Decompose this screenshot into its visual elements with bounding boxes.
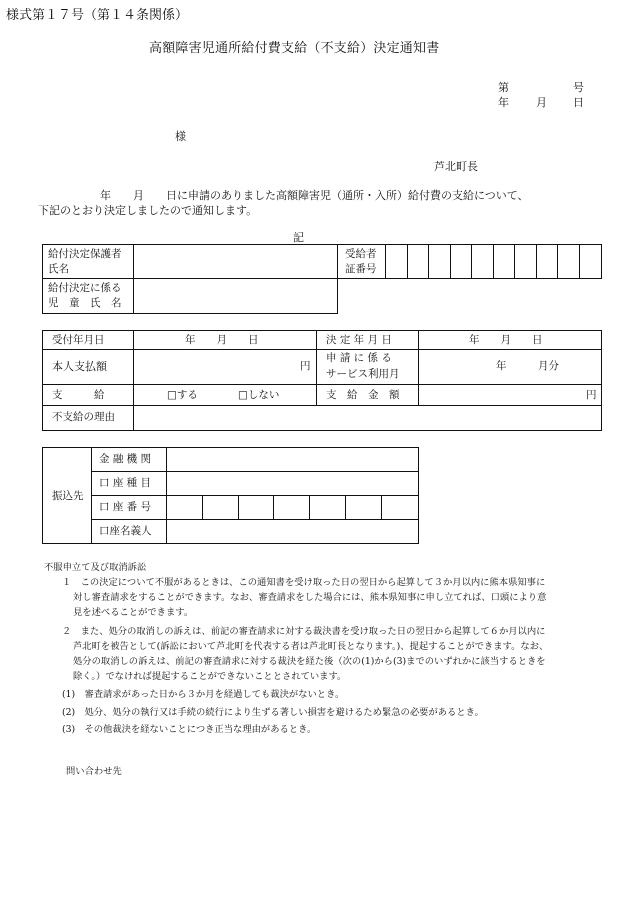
receipt-date-label: 受付年月日 xyxy=(52,334,105,346)
non-payment-reason-label: 不支給の理由 xyxy=(52,411,115,423)
notice-line: 見を述べることができます。 xyxy=(73,607,194,618)
notice-heading: 不服申立て及び取消訴訟 xyxy=(44,562,147,573)
account-type-label: 口 座 種 目 xyxy=(99,477,152,489)
service-month-value: 年 月分 xyxy=(496,360,559,372)
decision-date-label: 決 定 年 月 日 xyxy=(326,334,392,346)
account-number-label: 口 座 番 号 xyxy=(99,501,152,513)
notice-line: 除く。）でなければ提起することができないこととされています。 xyxy=(73,671,347,682)
notice-line: 芦北町を被告として(訴訟において芦北町を代表する者は芦北町長となります。)、提起することができます。なお、 xyxy=(73,641,549,652)
notice-line: ２ また、処分の取消しの訴えは、前記の審査請求に対する裁決書を受け取った日の翌日から起算して６か月以内に xyxy=(62,626,546,637)
payment-label: 支 給 xyxy=(52,389,105,401)
self-pay-yen: 円 xyxy=(300,360,311,372)
payment-option-no[interactable]: □しない xyxy=(238,389,280,401)
recipient-no-label-line-1: 受給者 xyxy=(345,248,377,260)
guardian-label-line-2: 氏名 xyxy=(48,263,69,275)
doc-date-month: 月 xyxy=(536,96,547,109)
notice-line: 対し審査請求をすることができます。なお、審査請求をした場合には、熊本県知事に申し立てれば、口頭により意 xyxy=(73,592,547,603)
doc-no-suffix: 号 xyxy=(573,81,584,94)
notice-line: (1) 審査請求があった日から３か月を経過しても裁決がないとき。 xyxy=(62,689,345,700)
intro-line-2: 下記のとおり決定しましたので通知します。 xyxy=(38,204,258,217)
child-label-line-1: 給付決定に係る xyxy=(48,282,122,294)
receipt-date-value: 年 月 日 xyxy=(185,334,259,346)
payment-amount-yen: 円 xyxy=(586,389,597,401)
decision-date-value: 年 月 日 xyxy=(469,334,543,346)
doc-date-day: 日 xyxy=(573,96,584,109)
ki-label: 記 xyxy=(293,231,304,244)
payment-amount-label: 支 給 金 額 xyxy=(326,389,400,401)
notice-line: (3) その他裁決を経ないことにつき正当な理由があるとき。 xyxy=(62,724,317,735)
account-holder-label: 口座名義人 xyxy=(99,525,152,537)
service-month-label-line-2: サービス利用月 xyxy=(326,368,400,380)
doc-no-prefix: 第 xyxy=(498,81,509,94)
issuer-name: 芦北町長 xyxy=(434,160,478,173)
service-month-label-line-1: 申 請 に 係 る xyxy=(326,352,392,364)
intro-line-1: 年 月 日に申請のありました高額障害児（通所・入所）給付費の支給について、 xyxy=(100,189,529,202)
notice-line: １ この決定について不服があるときは、この通知書を受け取った日の翌日から起算して３か月以内に熊本県知事に xyxy=(62,577,546,588)
addressee-suffix: 様 xyxy=(175,130,186,143)
child-label-line-2: 児 童 氏 名 xyxy=(48,297,122,309)
self-pay-label: 本人支払額 xyxy=(52,360,107,373)
recipient-no-label-line-2: 証番号 xyxy=(345,263,377,275)
form-number: 様式第１７号（第１４条関係） xyxy=(6,8,189,23)
notice-line: (2) 処分、処分の執行又は手続の続行により生ずる著しい損害を避けるため緊急の必要があるとき。 xyxy=(62,707,484,718)
transfer-destination-label: 振込先 xyxy=(52,490,84,502)
contact-label: 問い合わせ先 xyxy=(66,766,122,777)
notice-line: 処分の取消しの訴えは、前記の審査請求に対する裁決を経た後（次の(1)から(3)までのいずれかに該当するときを xyxy=(73,656,546,667)
bank-label: 金 融 機 関 xyxy=(99,453,152,465)
document-title: 高額障害児通所給付費支給（不支給）決定通知書 xyxy=(149,41,440,56)
doc-date-year: 年 xyxy=(498,96,509,109)
guardian-label-line-1: 給付決定保護者 xyxy=(48,248,122,260)
payment-option-yes[interactable]: □する xyxy=(167,389,198,401)
